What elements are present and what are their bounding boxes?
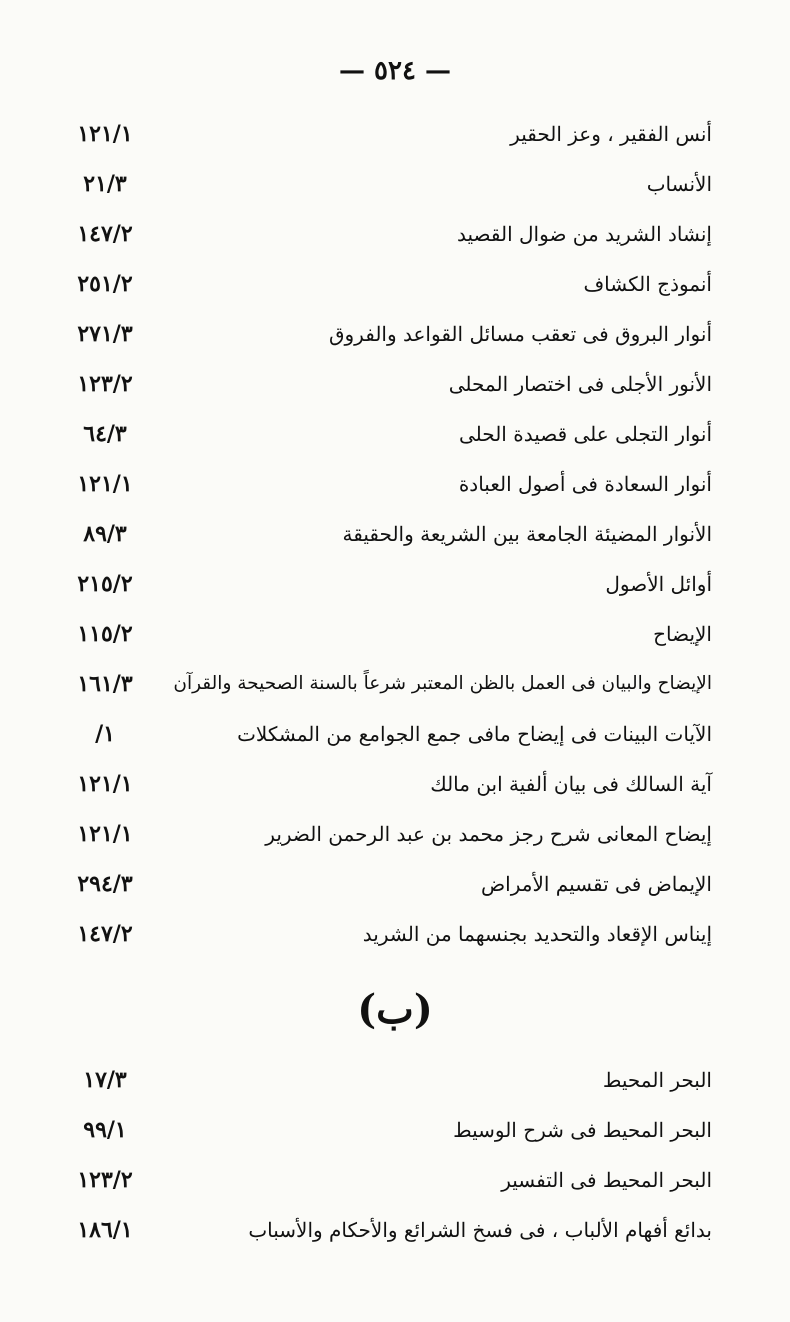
entry-reference: ١٢١/١ [77, 471, 133, 497]
entry-title: أنوار التجلى على قصيدة الحلى [459, 422, 712, 446]
entry-reference: ١٨٦/١ [77, 1217, 133, 1243]
entry-reference: ١٤٧/٢ [77, 921, 133, 947]
index-entry [0, 1060, 790, 1100]
entry-title: الأنساب [646, 172, 712, 196]
index-entry [0, 614, 790, 654]
entry-title: آية السالك فى بيان ألفية ابن مالك [430, 772, 712, 796]
entry-reference: ١٢١/١ [77, 121, 133, 147]
index-entry [0, 214, 790, 254]
index-entry [0, 464, 790, 504]
entry-reference: ٩٩/١ [83, 1117, 127, 1143]
entry-title: أنوار السعادة فى أصول العبادة [458, 472, 712, 496]
entry-title: أوائل الأصول [605, 572, 712, 596]
entry-reference: ٢١٥/٢ [77, 571, 133, 597]
entry-reference: ١١٥/٢ [77, 621, 133, 647]
entry-reference: ١٧/٣ [83, 1067, 127, 1093]
index-entry [0, 1160, 790, 1200]
entry-title: الإيضاح والبيان فى العمل بالظن المعتبر شرعاً بالسنة الصحيحة والقرآن [173, 673, 712, 694]
entry-reference: ١٢٣/٢ [77, 1167, 133, 1193]
entry-reference: ١٢١/١ [77, 821, 133, 847]
index-entry [0, 864, 790, 904]
index-entry [0, 514, 790, 554]
index-entry [0, 664, 790, 704]
entry-title: الإيماض فى تقسيم الأمراض [481, 872, 712, 896]
entry-reference: ١٤٧/٢ [77, 221, 133, 247]
entry-title: أنس الفقير ، وعز الحقير [510, 122, 712, 146]
index-entry [0, 414, 790, 454]
entry-reference: ٢٩٤/٣ [77, 871, 133, 897]
entry-title: أنموذج الكشاف [583, 272, 712, 296]
entry-title: الأنوار المضيئة الجامعة بين الشريعة والحقيقة [342, 522, 712, 546]
entry-title: إيضاح المعانى شرح رجز محمد بن عبد الرحمن الضرير [265, 822, 712, 846]
index-entry [0, 564, 790, 604]
index-entry [0, 1110, 790, 1150]
entry-reference: ١٢٣/٢ [77, 371, 133, 397]
page-number: — ٥٢٤ — [338, 56, 452, 86]
index-entry [0, 114, 790, 154]
entry-reference: ٢٥١/٢ [77, 271, 133, 297]
entry-title: البحر المحيط فى شرح الوسيط [453, 1118, 712, 1142]
entry-title: البحر المحيط فى التفسير [501, 1168, 712, 1192]
index-entry [0, 264, 790, 304]
index-entry [0, 814, 790, 854]
entry-title: البحر المحيط [602, 1068, 712, 1092]
entry-reference: ١٦١/٣ [77, 671, 133, 697]
index-entry [0, 914, 790, 954]
entry-reference: /١ [95, 721, 115, 747]
entry-title: الإيضاح [653, 622, 712, 646]
entry-reference: ١٢١/١ [77, 771, 133, 797]
entry-title: بدائع أفهام الألباب ، فى فسخ الشرائع والأحكام والأسباب [248, 1218, 712, 1242]
entry-reference: ٦٤/٣ [83, 421, 127, 447]
entry-title: الآيات البينات فى إيضاح مافى جمع الجوامع من المشكلات [237, 722, 712, 746]
entry-title: إنشاد الشريد من ضوال القصيد [457, 222, 712, 246]
section-letter-heading: (ب) [357, 986, 433, 1033]
entry-title: إيناس الإقعاد والتحديد بجنسهما من الشريد [362, 922, 712, 946]
entry-title: الأنور الأجلى فى اختصار المحلى [448, 372, 712, 396]
index-entry [0, 314, 790, 354]
index-entry [0, 764, 790, 804]
entry-reference: ٢٧١/٣ [77, 321, 133, 347]
index-entry [0, 714, 790, 754]
entry-reference: ٨٩/٣ [83, 521, 127, 547]
index-entry [0, 364, 790, 404]
entry-title: أنوار البروق فى تعقب مسائل القواعد والفروق [329, 322, 712, 346]
entry-reference: ٢١/٣ [83, 171, 127, 197]
index-entry [0, 1210, 790, 1250]
index-entry [0, 164, 790, 204]
